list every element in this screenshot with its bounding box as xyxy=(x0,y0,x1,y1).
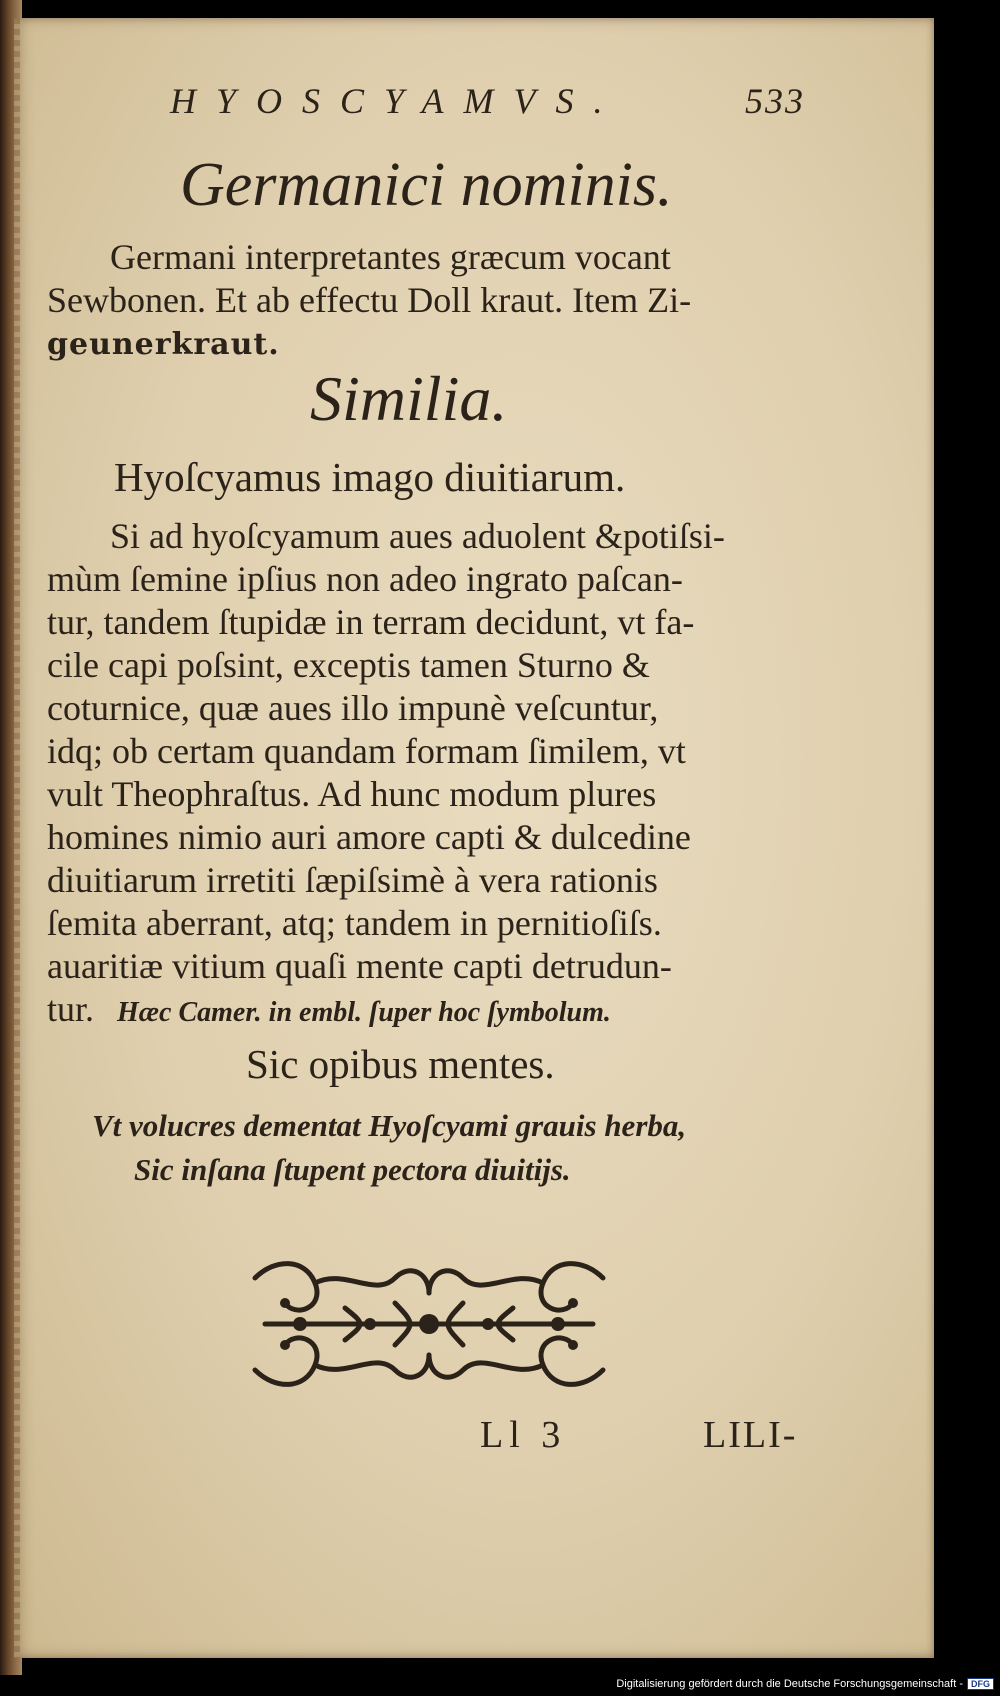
motto: Sic opibus mentes. xyxy=(246,1041,555,1087)
section-heading-similia xyxy=(310,362,507,436)
paragraph-last-line xyxy=(47,988,611,1030)
paragraph-line: idq; ob certam quandam formam ſimilem, vt xyxy=(47,731,686,771)
paragraph-line: tur, tandem ſtupidæ in terram decidunt, vt fa- xyxy=(47,602,695,642)
body-line-gothic: geunerkraut. xyxy=(47,327,280,362)
body-line: Sewbonen. Et ab effectu Doll kraut. Item Zi- xyxy=(47,280,692,320)
paragraph-line: ſemita aberrant, atq; tandem in pernitioſiſs. xyxy=(47,903,662,943)
paragraph-line: cile capi poſsint, exceptis tamen Sturno & xyxy=(47,645,650,685)
signature-mark: Ll 3 xyxy=(480,1414,567,1456)
emblem-subheading: Hyoſcyamus imago diuitiarum. xyxy=(114,454,626,500)
verse-line: Sic inſana ſtupent pectora diuitijs. xyxy=(134,1152,571,1187)
running-head: HYOSCYAMVS. xyxy=(170,81,623,121)
paragraph-line: Si ad hyoſcyamum aues aduolent &potiſsi- xyxy=(110,516,725,556)
verse-line: Vt volucres dementat Hyoſcyami grauis herba, xyxy=(92,1108,687,1143)
digitization-footer xyxy=(616,1676,994,1692)
source-reference: Hæc Camer. in embl. ſuper hoc ſymbolum. xyxy=(117,997,611,1028)
paragraph-line: mùm ſemine ipſius non adeo ingrato paſcan- xyxy=(47,559,683,599)
page-gutter-edge xyxy=(14,18,20,1658)
footer-text: Digitalisierung gefördert durch die Deutsche Forschungsgemeinschaft - xyxy=(616,1678,963,1690)
paragraph-last-word: tur. xyxy=(47,989,95,1029)
printers-ornament xyxy=(245,1258,613,1390)
section-heading-germanici: Germanici nominis. xyxy=(180,151,673,219)
paragraph-line: auaritiæ vitium quaſi mente capti detrudun- xyxy=(47,946,672,986)
body-line: Germani interpretantes græcum vocant xyxy=(110,237,671,277)
paragraph-line: diuitiarum irretiti ſæpiſsimè à vera rationis xyxy=(47,860,658,900)
similia-text: Similia. xyxy=(310,363,508,434)
catchword: LILI- xyxy=(703,1414,798,1456)
paragraph-line: coturnice, quæ aues illo impunè veſcuntur, xyxy=(47,688,659,728)
page-number: 533 xyxy=(745,81,805,121)
dfg-logo-icon: DFG xyxy=(967,1678,994,1690)
paragraph-line: vult Theophraſtus. Ad hunc modum plures xyxy=(47,774,657,814)
paragraph-line: homines nimio auri amore capti & dulcedine xyxy=(47,817,691,857)
